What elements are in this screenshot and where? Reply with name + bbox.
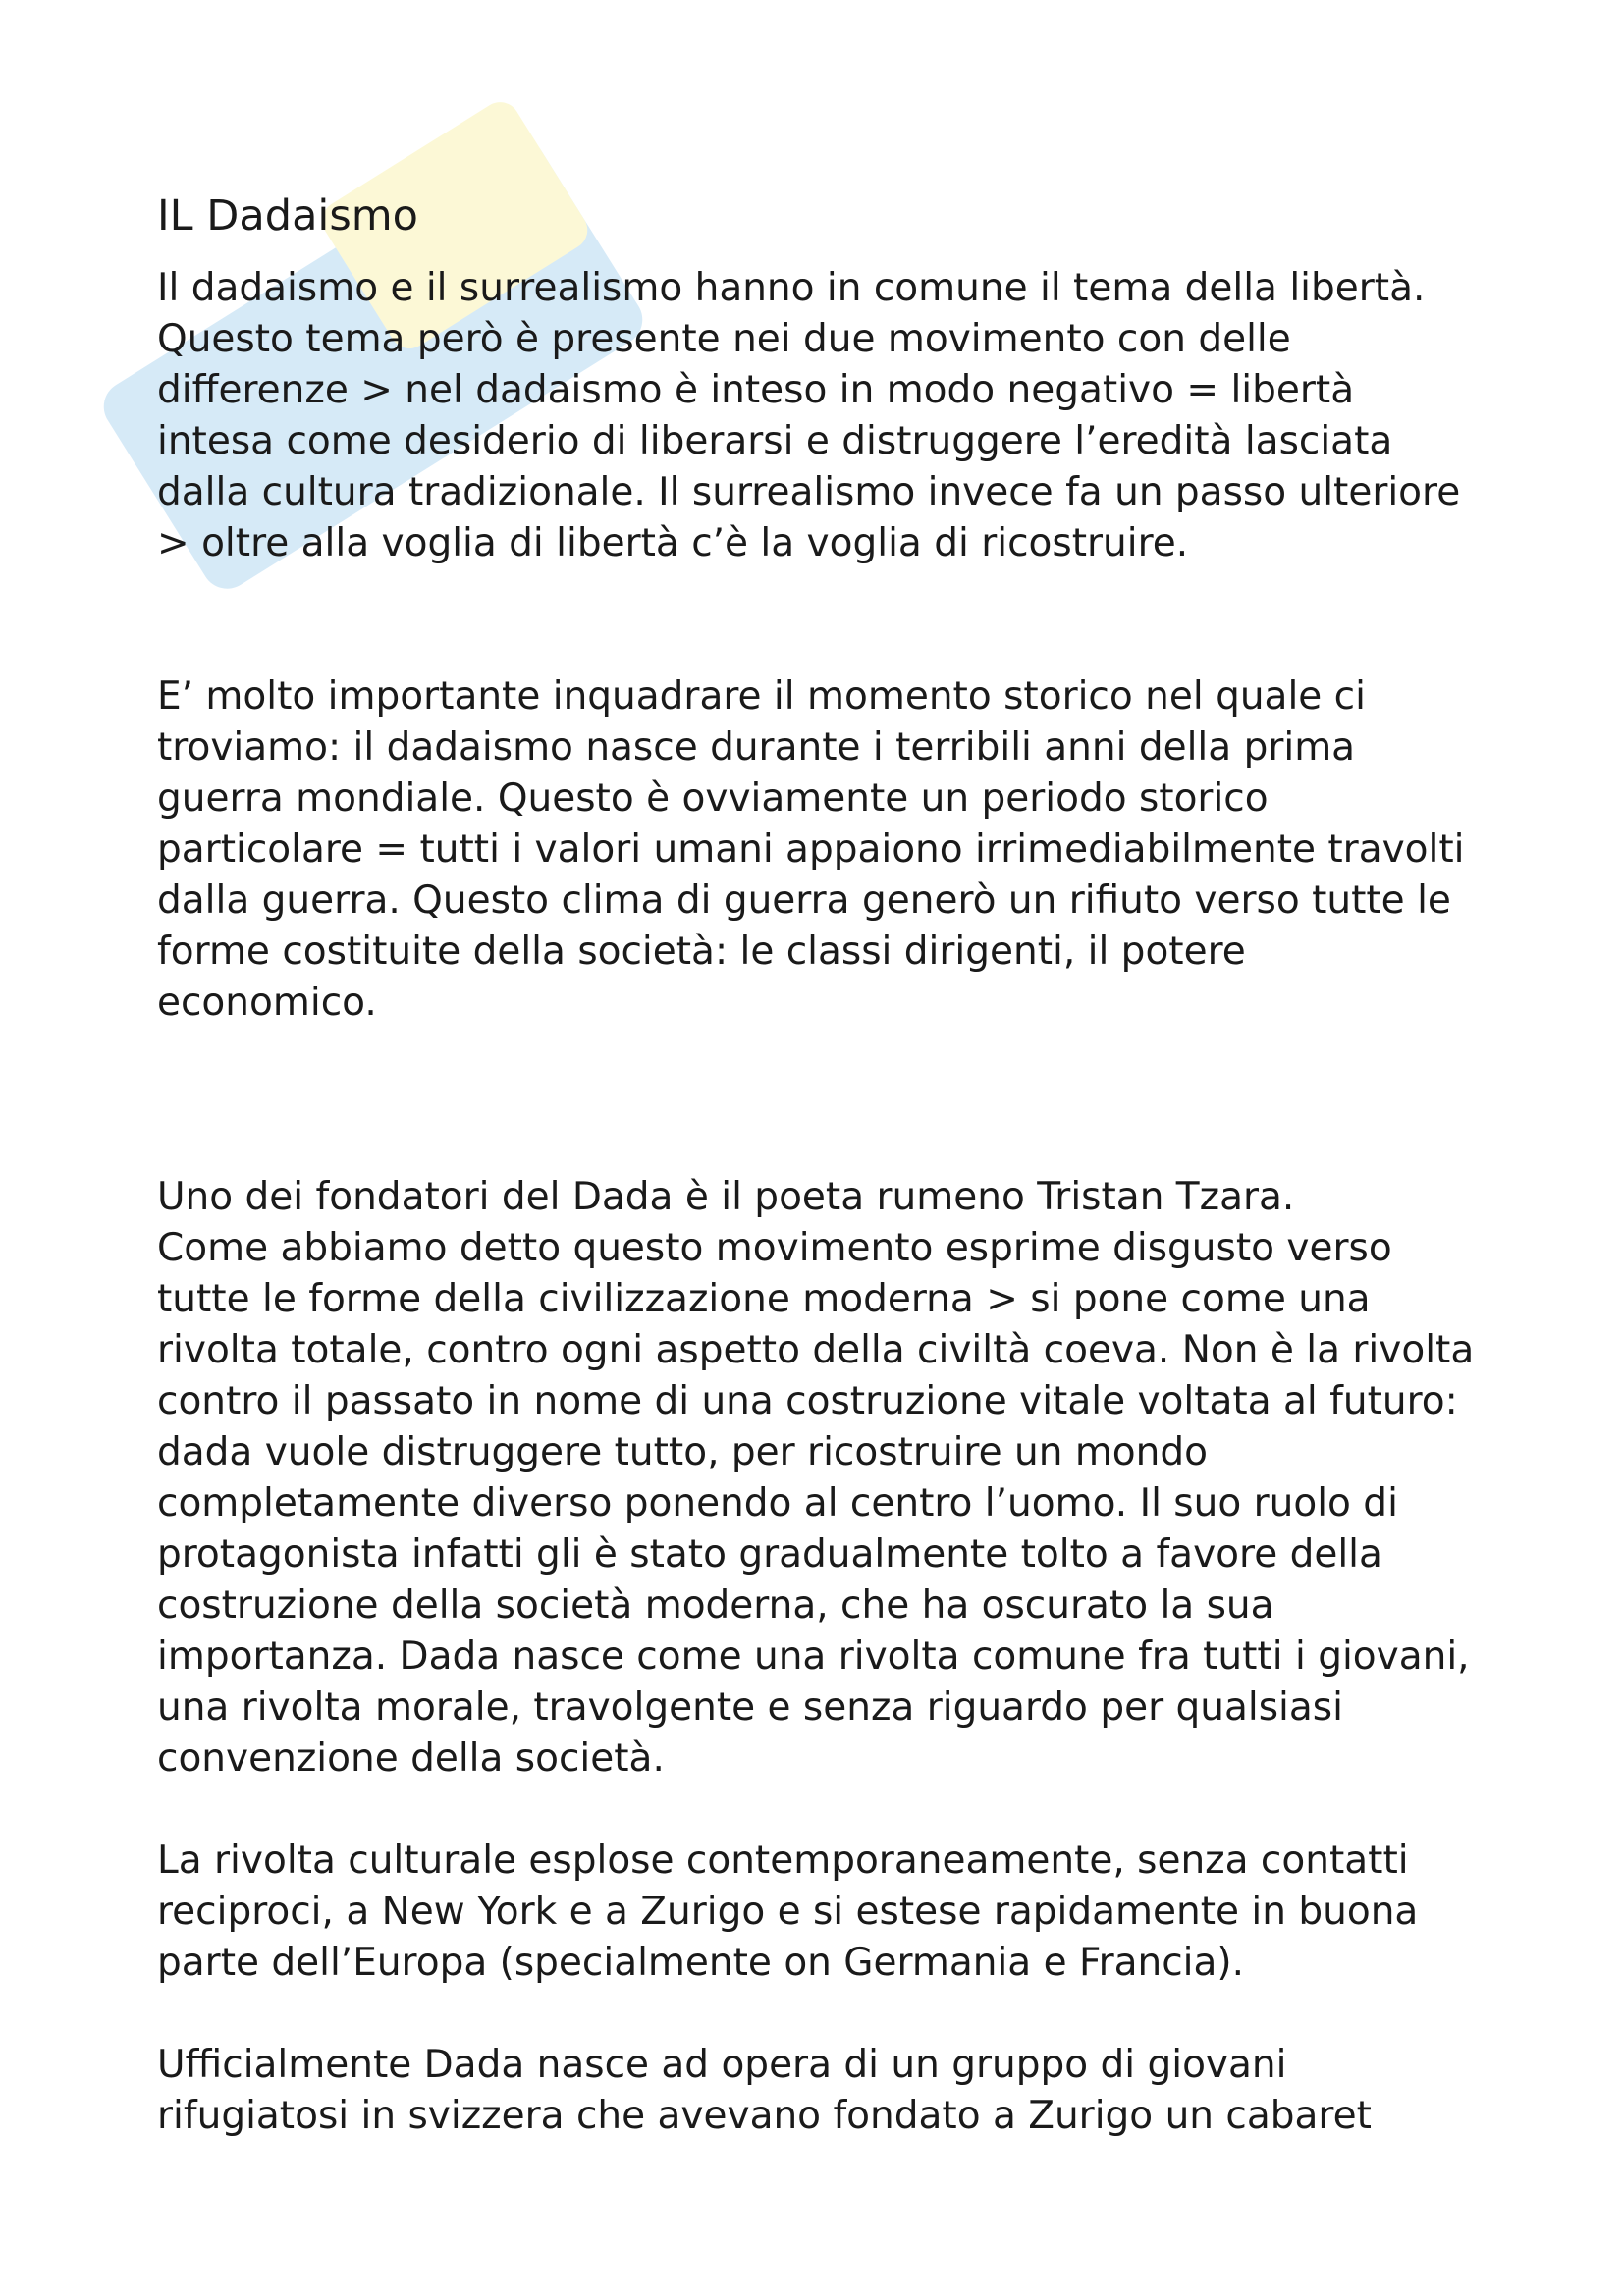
paragraph-1: Il dadaismo e il surrealismo hanno in comune il tema della libertà. Questo tema però è presente nei due movimento con delle differenze > nel dadaismo è inteso in modo negativo = libertà intesa come desiderio di liberarsi e distruggere l’eredità lasciata dalla cultura tradizionale. Il surrealismo invece fa un passo ulteriore > oltre alla voglia di libertà c’è la voglia di ricostruire.	[157, 266, 1461, 565]
paragraph-gap	[157, 1989, 1492, 2040]
paragraph-gap	[157, 569, 1492, 671]
paragraph-5: Ufficialmente Dada nasce ad opera di un gruppo di giovani rifugiatosi in svizzera che avevano fondato a Zurigo un cabaret	[157, 2043, 1372, 2138]
paragraph-gap	[157, 1029, 1492, 1172]
paragraph-4: La rivolta culturale esplose contemporaneamente, senza contatti reciproci, a New York e a Zurigo e si estese rapidamente in buona parte dell’Europa (specialmente on Germania e Francia).	[157, 1839, 1419, 1985]
paragraph-3: Uno dei fondatori del Dada è il poeta rumeno Tristan Tzara. Come abbiamo detto questo movimento esprime disgusto verso tutte le forme della civilizzazione moderna > si pone come una rivolta totale, contro ogni aspetto della civiltà coeva. Non è la rivolta contro il passato in nome di una costruzione vitale voltata al futuro: dada vuole distruggere tutto, per ricostruire un mondo completamente diverso ponendo al centro l’uomo. Il suo ruolo di protagonista infatti gli è stato gradualmente tolto a favore della costruzione della società moderna, che ha oscurato la sua importanza. Dada nasce come una rivolta comune fra tutti i giovani, una rivolta morale, travolgente e senza riguardo per qualsiasi convenzione della società.	[157, 1175, 1475, 1781]
document-page	[157, 187, 1492, 2142]
document-title: IL Dadaismo	[157, 191, 418, 240]
paragraph-2: E’ molto importante inquadrare il momento storico nel quale ci troviamo: il dadaismo nasce durante i terribili anni della prima guerra mondiale. Questo è ovviamente un periodo storico particolare = tutti i valori umani appaiono irrimediabilmente travolti dalla guerra. Questo clima di guerra generò un rifiuto verso tutte le forme costituite della società: le classi dirigenti, il potere economico.	[157, 674, 1465, 1025]
paragraph-gap	[157, 1785, 1492, 1836]
